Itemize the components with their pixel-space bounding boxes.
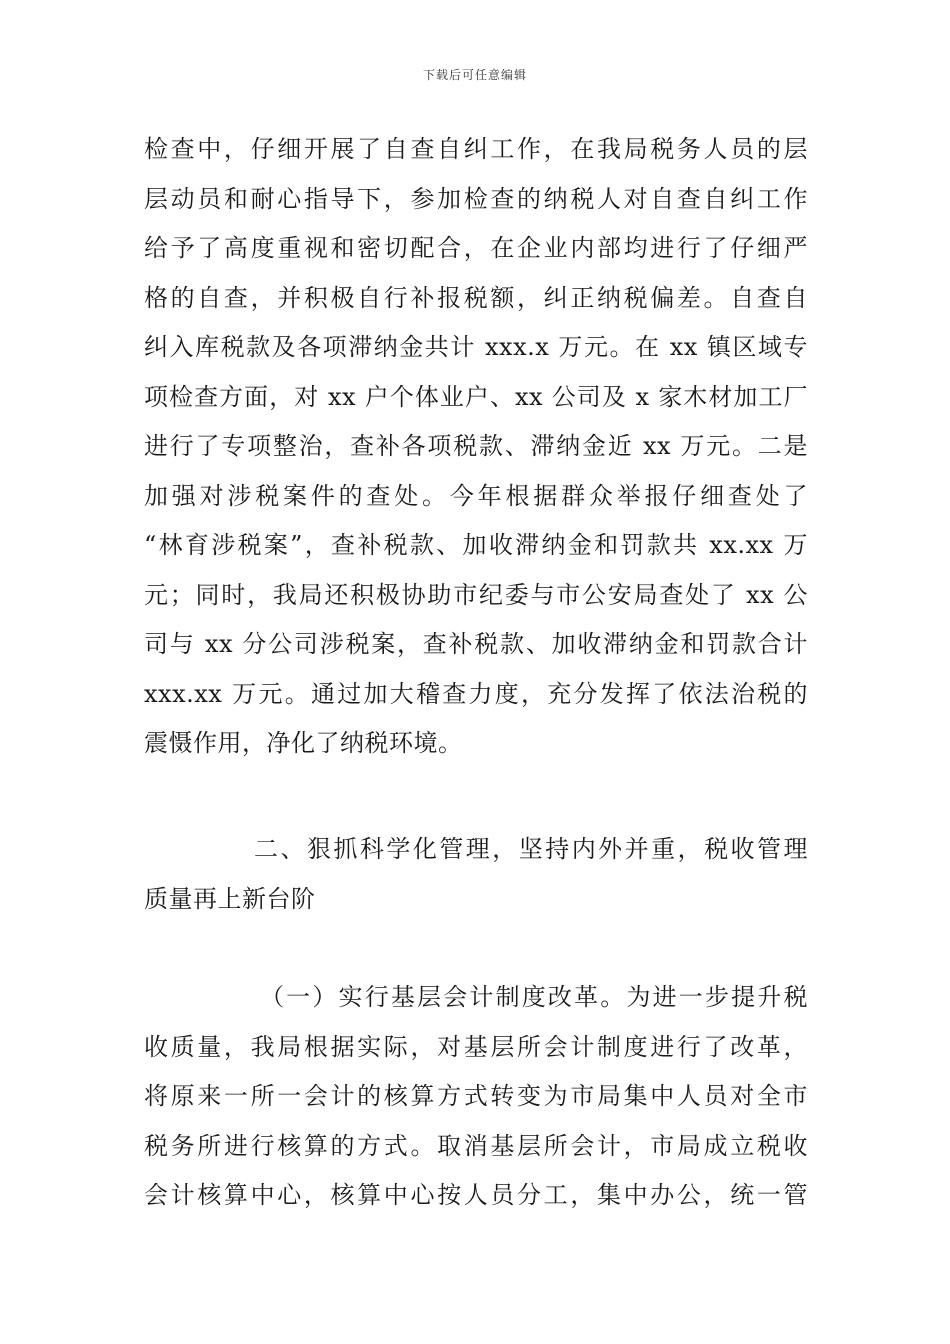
text-line: 加强对涉税案件的查处。今年根据群众举报仔细查处了 (144, 481, 808, 510)
text-line: 进行了专项整治，查补各项税款、滞纳金近 xx 万元。二是 (144, 432, 808, 460)
text-line: 震慑作用，净化了纳税环境。 (144, 729, 463, 757)
paragraph-enforcement (144, 125, 808, 769)
text-line: “林育涉税案”，查补税款、加收滞纳金和罚款共 xx.xx 万 (144, 531, 808, 559)
paragraph-accounting-reform (144, 973, 808, 1221)
text-line: 纠入库税款及各项滞纳金共计 xxx.x 万元。在 xx 镇区域专 (144, 333, 808, 361)
heading-line: 质量再上新台阶 (144, 884, 316, 913)
page-header: 下载后可任意编辑 (422, 68, 527, 82)
text-line: 项检查方面，对 xx 户个体业户、xx 公司及 x 家木材加工厂 (144, 382, 808, 411)
text-line: 将原来一所一会计的核算方式转变为市局集中人员对全市 (144, 1082, 808, 1110)
text-line: xxx.xx 万元。通过加大稽查力度，充分发挥了依法治税的 (144, 679, 808, 708)
text-line: 给予了高度重视和密切配合，在企业内部均进行了仔细严 (144, 234, 808, 262)
text-line: 层动员和耐心指导下，参加检查的纳税人对自查自纠工作 (144, 184, 808, 213)
text-line: 收质量，我局根据实际，对基层所会计制度进行了改革， (144, 1032, 808, 1061)
text-line: 司与 xx 分公司涉税案，查补税款、加收滞纳金和罚款合计 (144, 630, 808, 658)
text-line: 税务所进行核算的方式。取消基层所会计，市局成立税收 (144, 1131, 808, 1160)
heading-line: 二、狠抓科学化管理，坚持内外并重，税收管理 (254, 835, 808, 863)
text-line: 格的自查，并积极自行补报税额，纠正纳税偏差。自查自 (144, 283, 808, 312)
text-line: 元；同时，我局还积极协助市纪委与市公安局查处了 xx 公 (144, 580, 808, 609)
text-line: 会计核算中心，核算中心按人员分工，集中办公，统一管 (144, 1181, 808, 1209)
text-line: 检查中，仔细开展了自查自纠工作，在我局税务人员的层 (144, 135, 808, 163)
text-line: （一）实行基层会计制度改革。为进一步提升税 (260, 983, 808, 1011)
section-heading (144, 825, 808, 924)
